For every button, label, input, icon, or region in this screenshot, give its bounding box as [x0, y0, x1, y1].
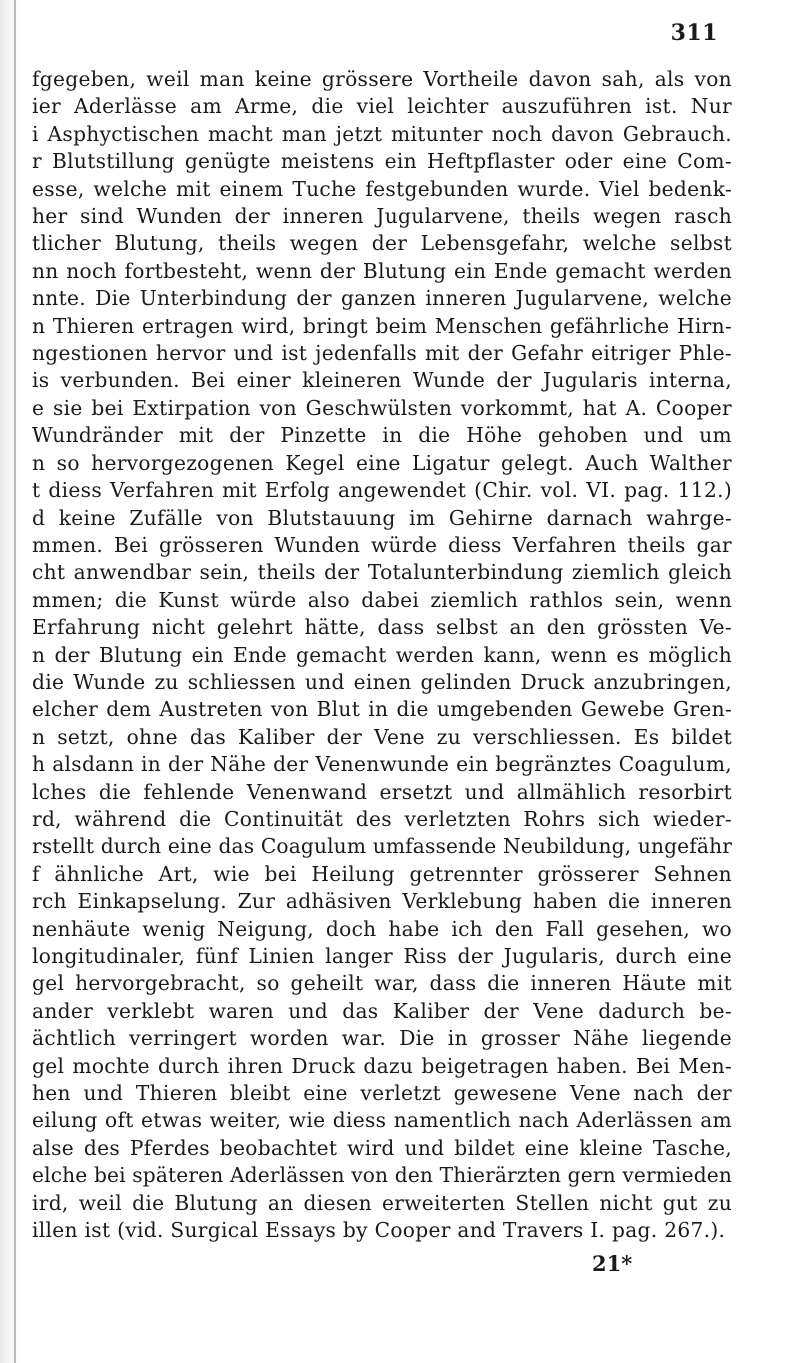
catchword: 21* [592, 1251, 633, 1276]
text-line: tlicher Blutung, theils wegen der Lebensgefahr, welche selbst [32, 231, 732, 256]
body-text [32, 66, 732, 1244]
text-line: gel hervorgebracht, so geheilt war, dass die inneren Häute mit [32, 971, 732, 996]
text-line: r Blutstillung genügte meistens ein Heftpflaster oder eine Com- [32, 149, 732, 174]
text-line: hen und Thieren bleibt eine verletzt gewesene Vene nach der [32, 1081, 732, 1106]
text-line: rd, während die Continuität des verletzten Rohrs sich wieder- [32, 806, 732, 831]
text-line: gel mochte durch ihren Druck dazu beigetragen haben. Bei Men- [32, 1053, 732, 1078]
text-line: elcher dem Austreten von Blut in die umgebenden Gewebe Gren- [32, 697, 732, 722]
text-line: fgegeben, weil man keine grössere Vortheile davon sah, als von [32, 67, 732, 91]
text-line: Erfahrung nicht gelehrt hätte, dass selbst an den grössten Ve- [32, 615, 732, 640]
text-line: cht anwendbar sein, theils der Totalunterbindung ziemlich gleich [32, 560, 732, 585]
text-line: nnte. Die Unterbindung der ganzen inneren Jugularvene, welche [32, 286, 732, 311]
text-line: n setzt, ohne das Kaliber der Vene zu verschliessen. Es bildet [32, 724, 732, 749]
text-line: nenhäute wenig Neigung, doch habe ich den Fall gesehen, wo [32, 916, 732, 941]
text-line: is verbunden. Bei einer kleineren Wunde der Jugularis interna, [32, 368, 732, 393]
text-line: ird, weil die Blutung an diesen erweiterten Stellen nicht gut zu [32, 1190, 732, 1215]
text-line: illen ist (vid. Surgical Essays by Cooper and Travers I. pag. 267.). [32, 1218, 726, 1243]
page-gutter [14, 0, 16, 1363]
text-line: ächtlich verringert worden war. Die in grosser Nähe liegende [32, 1026, 732, 1051]
text-line: n Thieren ertragen wird, bringt beim Menschen gefährliche Hirn- [32, 313, 732, 338]
text-line: longitudinaler, fünf Linien langer Riss der Jugularis, durch eine [32, 944, 732, 968]
page-number: 311 [670, 20, 718, 46]
text-line: lches die fehlende Venenwand ersetzt und allmählich resorbirt [32, 779, 732, 804]
text-line: Wundränder mit der Pinzette in die Höhe gehoben und um [32, 423, 732, 448]
text-line: n so hervorgezogenen Kegel eine Ligatur gelegt. Auch Walther [32, 450, 732, 475]
text-line: her sind Wunden der inneren Jugularvene, theils wegen rasch [32, 204, 732, 229]
text-line: alse des Pferdes beobachtet wird und bildet eine kleine Tasche, [32, 1135, 732, 1160]
text-line: ngestionen hervor und ist jedenfalls mit der Gefahr eitriger Phle- [32, 341, 732, 366]
text-line: ier Aderlässe am Arme, die viel leichter auszuführen ist. Nur [32, 94, 732, 119]
text-line: mmen. Bei grösseren Wunden würde diess Verfahren theils gar [32, 532, 732, 557]
text-line: ander verklebt waren und das Kaliber der Vene dadurch be- [32, 998, 732, 1023]
text-line: t diess Verfahren mit Erfolg angewendet (Chir. vol. VI. pag. 112.) [32, 478, 732, 503]
text-line: eilung oft etwas weiter, wie diess namentlich nach Aderlässen am [32, 1108, 732, 1133]
text-line: d keine Zufälle von Blutstauung im Gehirne darnach wahrge- [32, 505, 732, 530]
text-line: n der Blutung ein Ende gemacht werden kann, wenn es möglich [32, 642, 732, 667]
text-line: elche bei späteren Aderlässen von den Thierärzten gern vermieden [32, 1163, 733, 1188]
text-line: rstellt durch eine das Coagulum umfassende Neubildung, ungefähr [32, 834, 732, 859]
text-line: die Wunde zu schliessen und einen gelinden Druck anzubringen, [32, 669, 732, 694]
text-line: h alsdann in der Nähe der Venenwunde ein begränztes Coagulum, [32, 752, 732, 777]
text-line: rch Einkapselung. Zur adhäsiven Verklebung haben die inneren [32, 889, 732, 914]
text-line: nn noch fortbesteht, wenn der Blutung ein Ende gemacht werden [32, 258, 732, 283]
text-line: mmen; die Kunst würde also dabei ziemlich rathlos sein, wenn [32, 587, 732, 612]
text-line: i Asphyctischen macht man jetzt mitunter noch davon Gebrauch. [32, 121, 732, 146]
text-line: esse, welche mit einem Tuche festgebunden wurde. Viel bedenk- [32, 176, 732, 201]
text-line: e sie bei Extirpation von Geschwülsten vorkommt, hat A. Cooper [32, 395, 732, 420]
text-line: f ähnliche Art, wie bei Heilung getrennter grösserer Sehnen [32, 861, 732, 886]
